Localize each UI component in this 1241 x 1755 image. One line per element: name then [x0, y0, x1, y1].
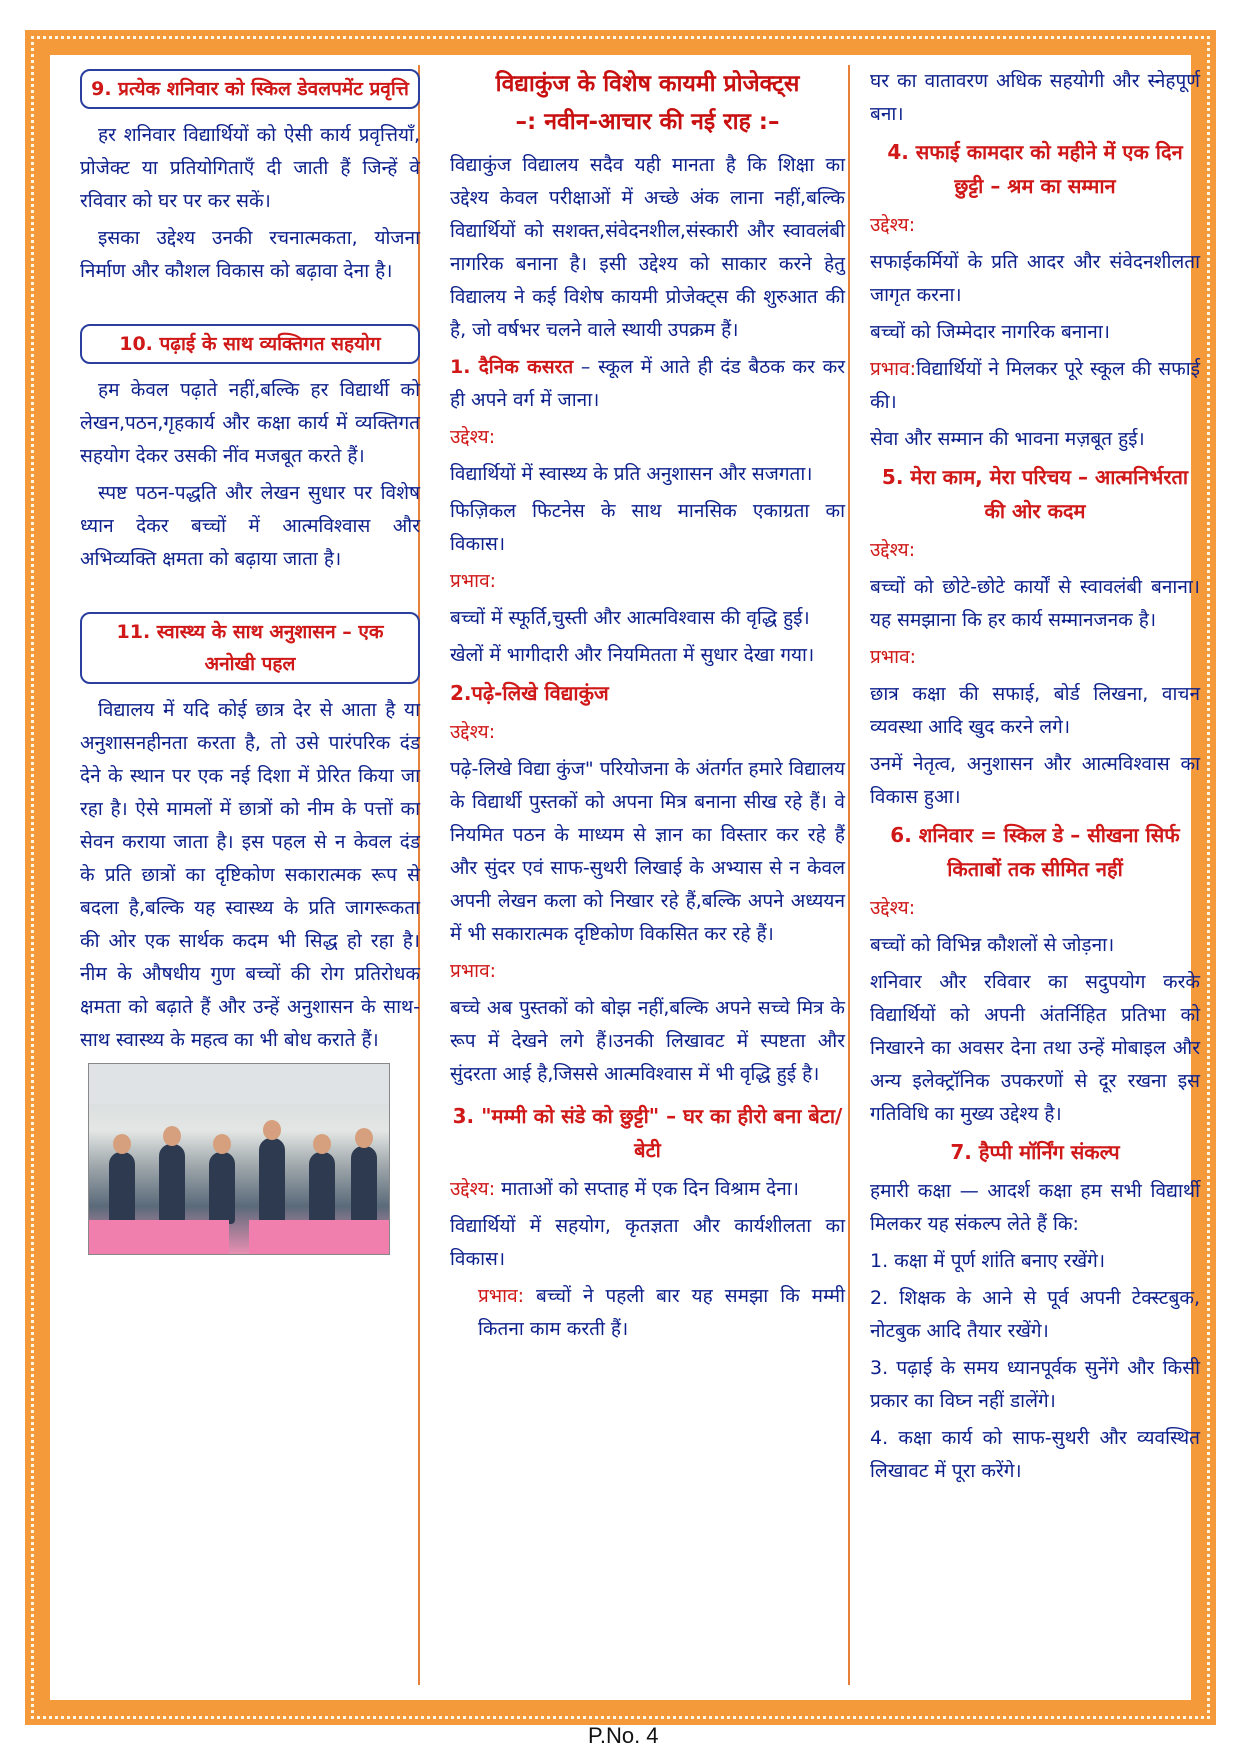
objective-label: उद्देश्य:: [870, 214, 916, 236]
section-1-objective-1: विद्यार्थियों में स्वास्थ्य के प्रति अनुशासन और सजगता।: [450, 463, 813, 485]
intro-paragraph: विद्याकुंज विद्यालय सदैव यही मानता है कि शिक्षा का उद्देश्य केवल परीक्षाओं में अच्छे अंक लाना नहीं,बल्कि विद्यार्थियों को सशक्त,संवेदनशील,संस्कारी और स्वावलंबी नागरिक बनाना है। इसी उद्देश्य को साकार करने हेतु विद्यालय ने कई विशेष कायमी प्रोजेक्ट्स की शुरुआत की है, जो वर्षभर चलने वाले स्थायी उपक्रम हैं।: [450, 154, 845, 341]
section-10-title: 10. पढ़ाई के साथ व्यक्तिगत सहयोग: [80, 324, 420, 364]
section-7-title: 7. हैप्पी मॉर्निंग संकल्प: [950, 1140, 1120, 1164]
pledge-item: 2. शिक्षक के आने से पूर्व अपनी टेक्स्टबुक, नोटबुक आदि तैयार रखेंगे।: [870, 1287, 1200, 1342]
section-10-para-2: स्पष्ट पठन-पद्धति और लेखन सुधार पर विशेष ध्यान देकर बच्चों में आत्मविश्वास और अभिव्यक्ति क्षमता को बढ़ाया जाता है।: [80, 482, 420, 570]
effect-label: प्रभाव:: [450, 960, 497, 982]
section-7-intro: हमारी कक्षा — आदर्श कक्षा हम सभी विद्यार्थी मिलकर यह संकल्प लेते हैं कि:: [870, 1180, 1200, 1235]
objective-label: उद्देश्य:: [450, 721, 496, 743]
section-6-title: 6. शनिवार = स्किल डे – सीखना सिर्फ किताबों तक सीमित नहीं: [890, 823, 1180, 881]
section-3-objective-2: विद्यार्थियों में सहयोग, कृतज्ञता और कार्यशीलता का विकास।: [450, 1215, 845, 1270]
section-6-objective-2: शनिवार और रविवार का सदुपयोग करके विद्यार्थियों को अपनी अंतर्निहित प्रतिभा को निखारने का अवसर देना तथा उन्हें मोबाइल और अन्य इलेक्ट्रॉनिक उपकरणों से दूर रखना इस गतिविधि का मुख्य उद्देश्य है।: [870, 971, 1200, 1125]
objective-label: उद्देश्य:: [870, 539, 916, 561]
objective-label: उद्देश्य:: [450, 426, 496, 448]
section-5-effect-1: छात्र कक्षा की सफाई, बोर्ड लिखना, वाचन व्यवस्था आदि खुद करने लगे।: [870, 683, 1200, 738]
column-left: [80, 65, 420, 1680]
section-2-effect: बच्चे अब पुस्तकों को बोझ नहीं,बल्कि अपने सच्चे मित्र के रूप में देखने लगे हैं।उनकी लिखावट में स्पष्टता और सुंदरता आई है,जिससे आत्मविश्वास में भी वृद्धि हुई है।: [450, 997, 845, 1085]
section-2-title: 2.पढ़े-लिखे विद्याकुंज: [450, 681, 609, 705]
section-4-effect-2: सेवा और सम्मान की भावना मज़बूत हुई।: [870, 428, 1145, 450]
objective-label: उद्देश्य:: [870, 897, 916, 919]
section-4-title: 4. सफाई कामदार को महीने में एक दिन छुट्टी – श्रम का सम्मान: [887, 140, 1183, 198]
main-title: विद्याकुंज के विशेष कायमी प्रोजेक्ट्स –: नवीन-आचार की नई राह :–: [495, 71, 800, 135]
effect-label: प्रभाव:: [450, 570, 497, 592]
section-3-effect: प्रभाव: बच्चों ने पहली बार यह समझा कि मम्मी कितना काम करती हैं।: [478, 1285, 845, 1340]
section-10-para-1: हम केवल पढ़ाते नहीं,बल्कि हर विद्यार्थी को लेखन,पठन,गृहकार्य और कक्षा कार्य में व्यक्तिगत सहयोग देकर उसकी नींव मजबूत करते हैं।: [80, 379, 420, 467]
section-6-objective-1: बच्चों को विभिन्न कौशलों से जोड़ना।: [870, 934, 1115, 956]
section-2-objective: पढ़े-लिखे विद्या कुंज" परियोजना के अंतर्गत हमारे विद्यालय के विद्यार्थी पुस्तकों को अपना मित्र बनाना सीख रहे हैं। वे नियमित पठन के माध्यम से ज्ञान का विस्तार कर रहे हैं और सुंदर एवं साफ-सुथरी लिखाई के अभ्यास से न केवल अपनी लेखन कला को निखार रहे हैं,बल्कि अपने अध्ययन में भी सकारात्मक दृष्टिकोण विकसित कर रहे हैं।: [450, 758, 845, 945]
continued-text: घर का वातावरण अधिक सहयोगी और स्नेहपूर्ण बना।: [870, 70, 1200, 125]
section-11-para: विद्यालय में यदि कोई छात्र देर से आता है या अनुशासनहीनता करता है, तो उसे पारंपरिक दंड देने के स्थान पर एक नई दिशा में प्रेरित किया जा रहा है। ऐसे मामलों में छात्रों को नीम के पत्तों का सेवन कराया जाता है। इस पहल से न केवल दंड के प्रति छात्रों का दृष्टिकोण सकारात्मक रूप से बदला है,बल्कि यह स्वास्थ्य के प्रति जागरूकता की ओर एक सार्थक कदम भी सिद्ध हो रहा है। नीम के औषधीय गुण बच्चों की रोग प्रतिरोधक क्षमता को बढ़ाते हैं और उन्हें अनुशासन के साथ-साथ स्वास्थ्य के महत्व का भी बोध कराते हैं।: [80, 699, 420, 1051]
section-1-objective-2: फिज़िकल फिटनेस के साथ मानसिक एकाग्रता का विकास।: [450, 500, 845, 555]
section-4-objective-2: बच्चों को जिम्मेदार नागरिक बनाना।: [870, 321, 1110, 343]
section-1: 1. दैनिक कसरत – स्कूल में आते ही दंड बैठक कर कर ही अपने वर्ग में जाना।: [450, 356, 845, 411]
section-4-objective-1: सफाईकर्मियों के प्रति आदर और संवेदनशीलता जागृत करना।: [870, 251, 1200, 306]
section-1-effect-2: खेलों में भागीदारी और नियमितता में सुधार देखा गया।: [450, 644, 815, 666]
page-number: P.No. 4: [588, 1723, 659, 1748]
decorative-border: [25, 30, 1216, 1725]
page-content: [50, 55, 1200, 1700]
section-9-title: 9. प्रत्येक शनिवार को स्किल डेवलपमेंट प्रवृत्ति: [80, 69, 420, 109]
column-right: [870, 65, 1200, 1680]
effect-label: प्रभाव:: [870, 646, 917, 668]
column-divider: [848, 65, 850, 1685]
pledge-item: 1. कक्षा में पूर्ण शांति बनाए रखेंगे।: [870, 1250, 1106, 1272]
section-5-effect-2: उनमें नेतृत्व, अनुशासन और आत्मविश्वास का विकास हुआ।: [870, 753, 1200, 808]
section-5-title: 5. मेरा काम, मेरा परिचय – आत्मनिर्भरता की ओर कदम: [881, 465, 1189, 523]
section-11-title: 11. स्वास्थ्य के साथ अनुशासन – एक अनोखी पहल: [80, 612, 420, 684]
section-3-title: 3. "मम्मी को संडे को छुट्टी" – घर का हीरो बना बेटा/बेटी: [452, 1104, 843, 1162]
column-middle: [450, 65, 845, 1680]
pledge-item: 3. पढ़ाई के समय ध्यानपूर्वक सुनेंगे और किसी प्रकार का विघ्न नहीं डालेंगे।: [870, 1357, 1200, 1412]
pledge-item: 4. कक्षा कार्य को साफ-सुथरी और व्यवस्थित लिखावट में पूरा करेंगे।: [870, 1427, 1200, 1482]
section-4-effect-1: प्रभाव:विद्यार्थियों ने मिलकर पूरे स्कूल की सफाई की।: [870, 358, 1200, 413]
section-9-para-2: इसका उद्देश्य उनकी रचनात्मकता, योजना निर्माण और कौशल विकास को बढ़ावा देना है।: [80, 227, 420, 282]
section-3-objective-1: उद्देश्य: माताओं को सप्ताह में एक दिन विश्राम देना।: [450, 1178, 799, 1200]
section-5-objective: बच्चों को छोटे-छोटे कार्यों से स्वावलंबी बनाना। यह समझाना कि हर कार्य सम्मानजनक है।: [870, 576, 1200, 631]
section-9-para-1: हर शनिवार विद्यार्थियों को ऐसी कार्य प्रवृत्तियाँ, प्रोजेक्ट या प्रतियोगिताएँ दी जाती हैं जिन्हें वे रविवार को घर पर कर सकें।: [80, 124, 420, 212]
classroom-photo: [88, 1063, 390, 1255]
section-1-effect-1: बच्चों में स्फूर्ति,चुस्ती और आत्मविश्वास की वृद्धि हुई।: [450, 607, 810, 629]
